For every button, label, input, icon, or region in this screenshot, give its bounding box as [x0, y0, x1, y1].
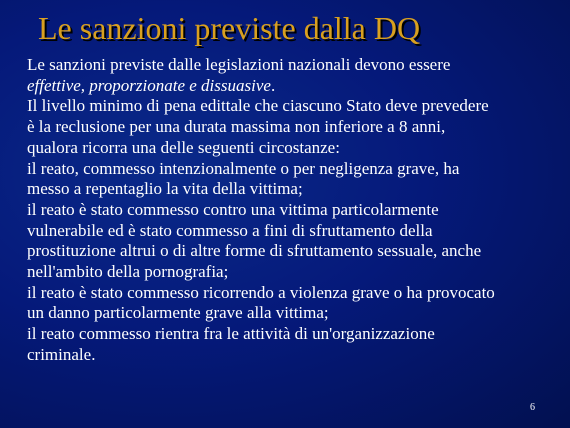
page-number: 6 [530, 402, 535, 413]
paragraph-circumstance-1 [27, 159, 562, 200]
text-line: qualora ricorra una delle seguenti circostanze: [27, 137, 340, 157]
text-line: vulnerabile ed è stato commesso a fini di sfruttamento della [27, 220, 433, 240]
paragraph-circumstance-2 [27, 200, 562, 283]
paragraph-circumstance-4 [27, 324, 562, 365]
italic-text: effettive, proporzionate e dissuasive [27, 75, 271, 95]
slide-title: Le sanzioni previste dalla DQ [38, 10, 421, 46]
slide-body [27, 55, 562, 366]
text-line: un danno particolarmente grave alla vittima; [27, 303, 329, 323]
text-line: è la reclusione per una durata massima non inferiore a 8 anni, [27, 117, 446, 137]
text-line: nell'ambito della pornografia; [27, 262, 229, 282]
text-line: il reato commesso rientra fra le attività di un'organizzazione [27, 324, 435, 344]
paragraph-circumstance-3 [27, 283, 562, 324]
paragraph-minimum-penalty [27, 96, 562, 158]
text-line: il reato è stato commesso contro una vittima particolarmente [27, 199, 439, 219]
text-line-italic-wrap [27, 75, 562, 97]
text-line: criminale. [27, 344, 96, 364]
text-line: il reato è stato commesso ricorrendo a violenza grave o ha provocato [27, 282, 495, 302]
paragraph-sanctions [27, 55, 562, 96]
text-line: Le sanzioni previste dalle legislazioni nazionali devono essere [27, 55, 451, 74]
text-line: messo a repentaglio la vita della vittima; [27, 179, 303, 199]
text-line: il reato, commesso intenzionalmente o per negligenza grave, ha [27, 158, 460, 178]
text-line: Il livello minimo di pena edittale che ciascuno Stato deve prevedere [27, 96, 489, 116]
period: . [270, 75, 276, 95]
text-line: prostituzione altrui o di altre forme di sfruttamento sessuale, anche [27, 241, 482, 261]
